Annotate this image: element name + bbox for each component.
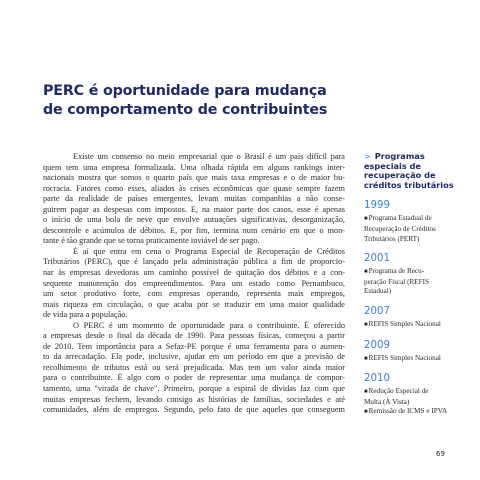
timeline-item [364, 407, 464, 418]
timeline-year: 2007 [364, 305, 390, 317]
bullet-icon: ■ [364, 389, 368, 396]
body-line: O PERC é um momento de oportunidade para o contribuinte. É oferecido [73, 320, 345, 330]
body-line: tamento, uma "virada de chave". Primeiro, porque a espiral de dívidas faz com que [43, 384, 345, 394]
body-line: Existe um consenso no meio empresarial que o Brasil é um país difícil para [73, 152, 345, 161]
timeline-item [364, 387, 464, 407]
body-line: É aí que entra em cena o Programa Especial de Recuperação de Créditos [73, 246, 345, 256]
article-body [43, 152, 345, 416]
page-number: 69 [436, 450, 445, 458]
body-line: to da arrecadação. Ela pode, inclusive, ajudar em um período em que a previsão de [43, 352, 345, 362]
timeline-item-text: Recuperação de Créditos [364, 224, 436, 233]
body-line: recolhimento de tributos está ou será prejudicada. Mas tem um valor ainda maior [43, 362, 345, 372]
body-line: nar às empresas devedoras um caminho possível de quitação dos débitos e a con- [43, 268, 345, 278]
timeline-year: 2010 [364, 373, 390, 385]
body-line: mais riqueza em circulação, o que acaba por se traduzir em uma maior qualidade [43, 299, 345, 309]
sidebar-title-line: recuperação de [364, 170, 436, 181]
timeline-group [364, 253, 464, 297]
timeline-item-text: peração Fiscal (REFIS [364, 277, 430, 286]
timeline-item-line [364, 278, 464, 288]
timeline-item [364, 320, 464, 331]
body-line: muitas empresas fechem, levando consigo as histórias de famílias, sociedades e até [43, 394, 345, 404]
body-line: de 2010. Tem importância para a Sefaz-PE porque é uma ferramenta para o aumen- [43, 341, 345, 351]
article-title [43, 82, 343, 120]
sidebar-title-line: créditos tributários [364, 179, 454, 190]
body-line: quem tem uma empresa formalizada. Uma olhada rápida em alguns rankings inter- [43, 162, 345, 172]
timeline-item-text: Multa (À Vista) [364, 397, 410, 406]
timeline-year: 1999 [364, 200, 390, 212]
timeline-item-text: Programa de Recu- [368, 267, 425, 276]
chevron-right-icon: > [364, 151, 371, 161]
body-line: guirem pagar as despesas com impostos. E, na maior parte dos casos, esse é apenas [43, 204, 345, 214]
article-title-line: PERC é oportunidade para mudança [43, 83, 327, 99]
timeline-item [364, 354, 464, 365]
timeline-group [364, 306, 464, 331]
body-line: Tributários (PERC), que é lançado pela administração pública a fim de proporcio- [43, 257, 345, 267]
sidebar-title-line: > Programas [364, 151, 425, 161]
timeline-item-line [364, 267, 464, 278]
bullet-icon: ■ [364, 409, 368, 416]
timeline-item-text: Redução Especial de [368, 387, 429, 396]
article-title-line: de comportamento de contribuintes [43, 102, 328, 118]
timeline-item-line [364, 235, 464, 245]
timeline-item-line [364, 398, 464, 408]
timeline-item-line [364, 214, 464, 225]
timeline-item [364, 214, 464, 244]
body-line: de vida para a população. [43, 310, 128, 320]
sidebar-timeline [364, 152, 464, 427]
body-line: a empresas desde o final da década de 1990. Para pessoas físicas, começou a partir [43, 331, 345, 341]
timeline-groups [364, 200, 464, 418]
body-line: descontrole e acúmulos de débitos. E, por fim, termina num cenário em que o mon- [43, 225, 345, 235]
body-line: sequente manutenção dos empreendimentos. Para um estado como Pernambuco, [43, 278, 345, 288]
sidebar-title-line: especiais de [364, 160, 421, 171]
body-line: nacionais mostra que somos o quarto país que mais taxa empresas e o de maior bu- [43, 173, 345, 183]
timeline-item-line [364, 407, 464, 418]
timeline-item-text: REFIS Simples Nacional [368, 319, 441, 328]
timeline-item-line [364, 287, 464, 297]
body-line: o início de uma bola de neve que envolve autuações significativas, desorganização, [43, 215, 345, 225]
body-line: rocracia. Fatores como esses, aliados às crises econômicas que quase sempre fazem [43, 183, 345, 193]
timeline-item-text: Estadual) [364, 287, 392, 296]
timeline-group [364, 200, 464, 244]
timeline-year: 2009 [364, 339, 390, 351]
sidebar-title [364, 152, 464, 190]
bullet-icon: ■ [364, 269, 368, 276]
body-line: um setor produtivo forte, com empresas operando, representa mais empregos, [43, 289, 345, 299]
body-line: para o contribuinte. É algo com o poder de representar uma mudança de compor- [43, 373, 345, 383]
timeline-item-line [364, 225, 464, 235]
timeline-item-line [364, 387, 464, 398]
timeline-item-line [364, 320, 464, 331]
timeline-year: 2001 [364, 253, 390, 265]
body-line: tante é tão grande que se torna praticamente inviável de ser pago. [43, 236, 260, 246]
timeline-item-text: Programa Estadual de [368, 214, 432, 223]
bullet-icon: ■ [364, 216, 368, 223]
body-line: comunidades, além de empregos. Segundo, pelo fato de que aqueles que conseguem [43, 405, 345, 415]
timeline-item-text: Tributários (PERT) [364, 234, 420, 243]
timeline-item-text: Remissão de ICMS e IPVA [368, 407, 448, 416]
timeline-item-text: REFIS Simples Nacional [368, 353, 441, 362]
body-line: parte da realidade de países emergentes, levam muitas companhias a não conse- [43, 194, 345, 204]
timeline-group [364, 340, 464, 365]
timeline-item-line [364, 354, 464, 365]
timeline-item [364, 267, 464, 297]
bullet-icon: ■ [364, 321, 368, 328]
timeline-group [364, 373, 464, 418]
bullet-icon: ■ [364, 355, 368, 362]
